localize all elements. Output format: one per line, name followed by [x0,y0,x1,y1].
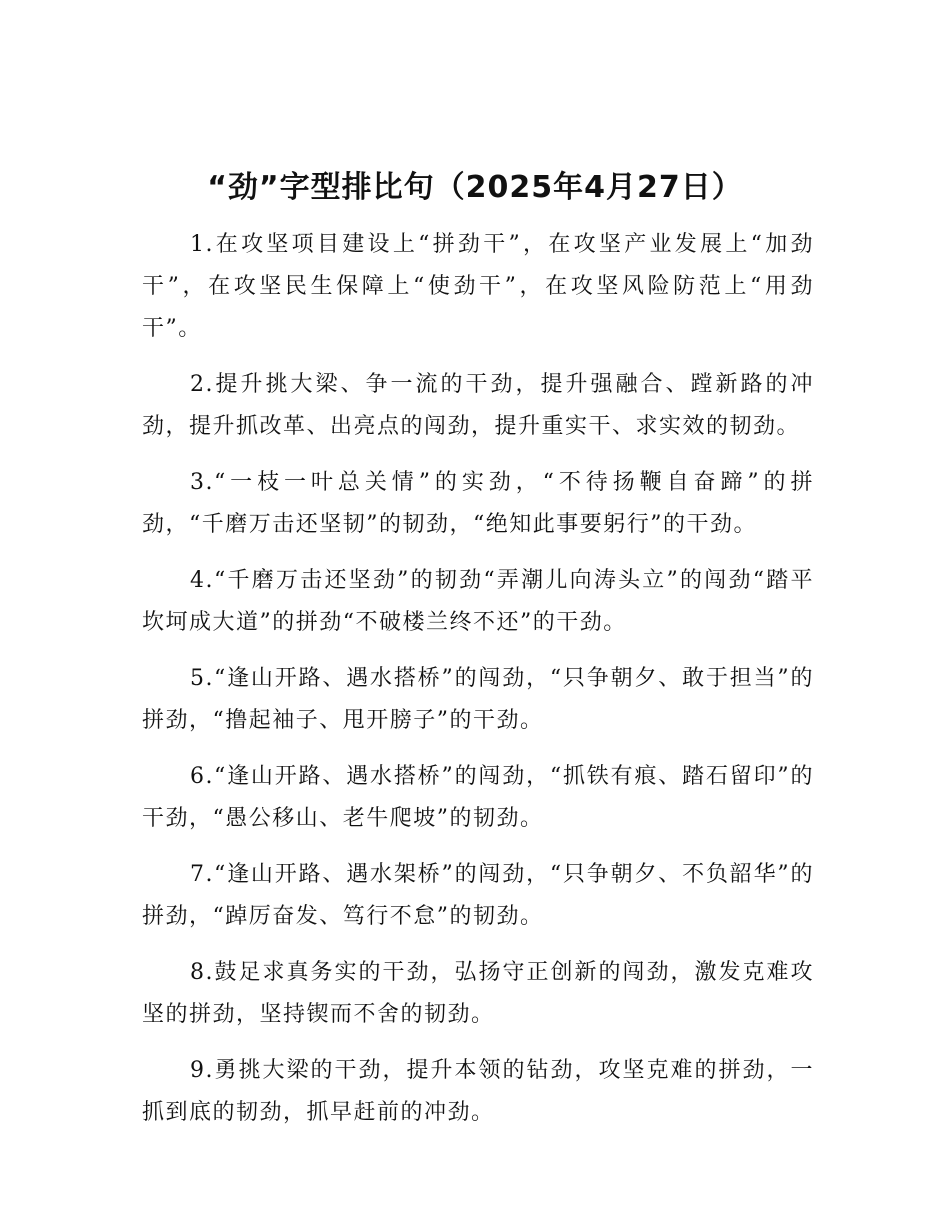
document-body [142,224,814,1148]
paragraph-8: 8.鼓足求真务实的干劲，弘扬守正创新的闯劲，激发克难攻坚的拼劲，坚持锲而不舍的韧劲。 [142,960,814,1027]
paragraph-3: 3.“一枝一叶总关情”的实劲，“不待扬鞭自奋蹄”的拼劲，“千磨万击还坚韧”的韧劲，“绝知此事要躬行”的干劲。 [142,470,814,537]
paragraph-6: 6.“逢山开路、遇水搭桥”的闯劲，“抓铁有痕、踏石留印”的干劲，“愚公移山、老牛爬坡”的韧劲。 [142,764,814,831]
paragraph-5: 5.“逢山开路、遇水搭桥”的闯劲，“只争朝夕、敢于担当”的拼劲，“撸起袖子、甩开膀子”的干劲。 [142,666,814,733]
paragraph-2: 2.提升挑大梁、争一流的干劲，提升强融合、蹚新路的冲劲，提升抓改革、出亮点的闯劲，提升重实干、求实效的韧劲。 [142,372,814,439]
paragraph-1: 1.在攻坚项目建设上“拼劲干”，在攻坚产业发展上“加劲干”，在攻坚民生保障上“使劲干”，在攻坚风险防范上“用劲干”。 [142,232,814,341]
paragraph-4: 4.“千磨万击还坚劲”的韧劲“弄潮儿向涛头立”的闯劲“踏平坎坷成大道”的拼劲“不破楼兰终不还”的干劲。 [142,568,814,635]
page-title: “劲”字型排比句（2025年4月27日） [207,170,743,205]
paragraph-9: 9.勇挑大梁的干劲，提升本领的钻劲，攻坚克难的拼劲，一抓到底的韧劲，抓早赶前的冲劲。 [142,1058,814,1125]
paragraph-7: 7.“逢山开路、遇水架桥”的闯劲，“只争朝夕、不负韶华”的拼劲，“踔厉奋发、笃行不怠”的韧劲。 [142,862,814,929]
